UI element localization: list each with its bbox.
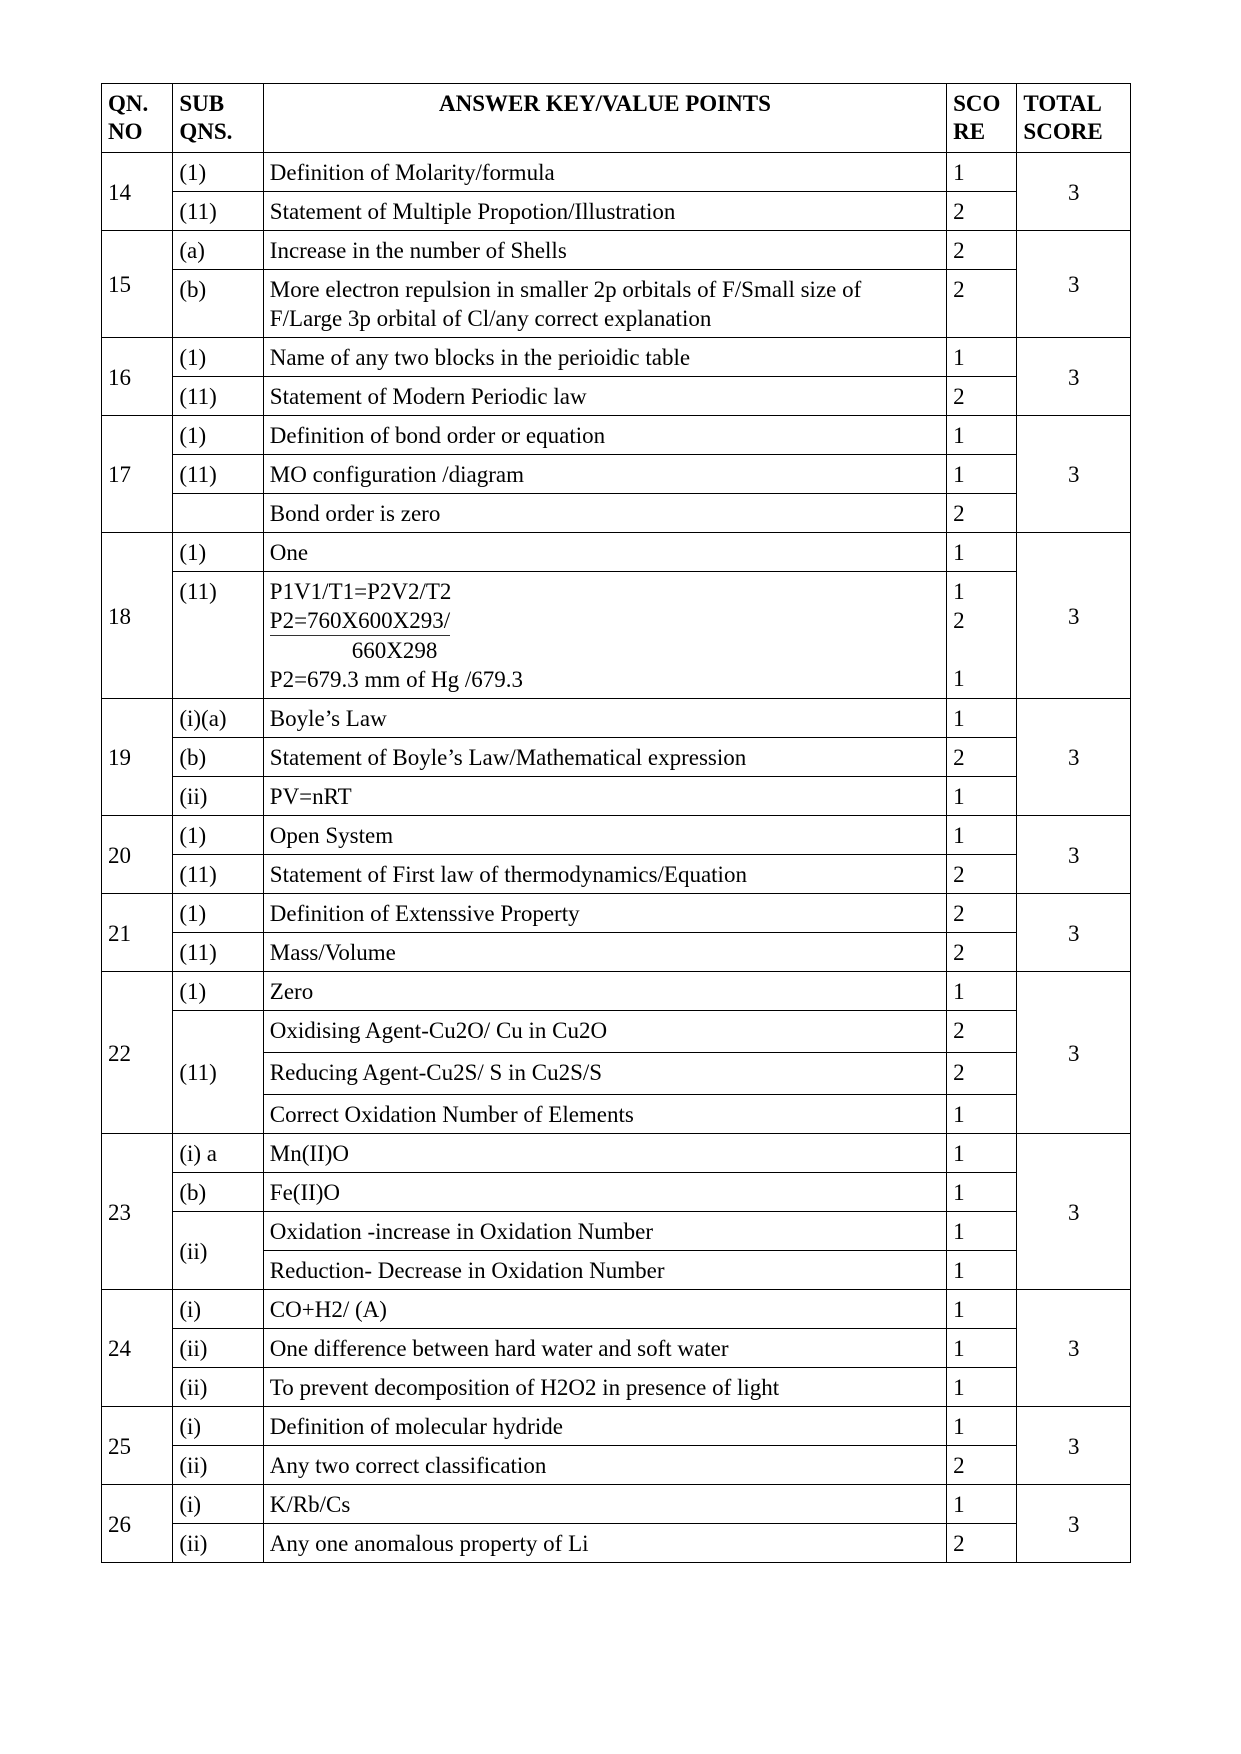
sub-question: (ii) — [173, 777, 263, 816]
sub-question: (ii) — [173, 1329, 263, 1368]
total-score: 3 — [1017, 338, 1131, 416]
header-answer-key: ANSWER KEY/VALUE POINTS — [263, 84, 946, 153]
answer-point: To prevent decomposition of H2O2 in presence of light — [263, 1368, 946, 1407]
question-number: 22 — [102, 972, 173, 1134]
table-row — [102, 1368, 1131, 1407]
answer-point: Mn(II)O — [263, 1134, 946, 1173]
answer-point: PV=nRT — [263, 777, 946, 816]
total-score: 3 — [1017, 894, 1131, 972]
score: 1 — [947, 1485, 1017, 1524]
score: 2 — [947, 855, 1017, 894]
sub-question: (1) — [173, 894, 263, 933]
sub-question: (b) — [173, 1173, 263, 1212]
total-score: 3 — [1017, 1407, 1131, 1485]
score: 1 — [947, 699, 1017, 738]
score: 2 — [947, 231, 1017, 270]
total-score: 3 — [1017, 1134, 1131, 1290]
table-row — [102, 494, 1131, 533]
score-line-blank — [953, 635, 1010, 664]
answer-point: Correct Oxidation Number of Elements — [263, 1095, 946, 1134]
answer-point — [263, 572, 946, 699]
table-row — [102, 1329, 1131, 1368]
table-row — [102, 377, 1131, 416]
table-row — [102, 1290, 1131, 1329]
score: 1 — [947, 1329, 1017, 1368]
numerator-text: P2=760X600X293/ — [270, 606, 450, 636]
score: 1 — [947, 1212, 1017, 1251]
score: 1 — [947, 153, 1017, 192]
score-line: 2 — [953, 608, 965, 633]
answer-point: Name of any two blocks in the perioidic table — [263, 338, 946, 377]
table-row — [102, 270, 1131, 338]
question-number: 24 — [102, 1290, 173, 1407]
table-row — [102, 455, 1131, 494]
sub-question: (i) a — [173, 1134, 263, 1173]
table-row — [102, 416, 1131, 455]
table-row — [102, 1407, 1131, 1446]
header-qn-no: QN. NO — [102, 84, 173, 153]
answer-point: Oxidising Agent-Cu2O/ Cu in Cu2O — [263, 1011, 946, 1053]
sub-question: (ii) — [173, 1368, 263, 1407]
score: 1 — [947, 816, 1017, 855]
score: 1 — [947, 1368, 1017, 1407]
answer-point: Increase in the number of Shells — [263, 231, 946, 270]
answer-point: Statement of Boyle’s Law/Mathematical expression — [263, 738, 946, 777]
sub-question: (i)(a) — [173, 699, 263, 738]
table-row — [102, 738, 1131, 777]
answer-point: MO configuration /diagram — [263, 455, 946, 494]
table-row — [102, 192, 1131, 231]
table-row — [102, 933, 1131, 972]
table-row — [102, 572, 1131, 699]
score: 1 — [947, 455, 1017, 494]
sub-question: (1) — [173, 416, 263, 455]
table-row — [102, 972, 1131, 1011]
answer-line: F/Large 3p orbital of Cl/any correct explanation — [269, 306, 712, 331]
score: 2 — [947, 1524, 1017, 1563]
score: 2 — [947, 933, 1017, 972]
total-score: 3 — [1017, 816, 1131, 894]
score: 1 — [947, 338, 1017, 377]
total-score: 3 — [1017, 533, 1131, 699]
question-number: 26 — [102, 1485, 173, 1563]
table-row — [102, 777, 1131, 816]
score: 1 — [947, 1290, 1017, 1329]
answer-point: Definition of Molarity/formula — [263, 153, 946, 192]
answer-point: Statement of Multiple Propotion/Illustration — [263, 192, 946, 231]
sub-question: (1) — [173, 153, 263, 192]
answer-point: K/Rb/Cs — [263, 1485, 946, 1524]
question-number: 25 — [102, 1407, 173, 1485]
sub-question: (11) — [173, 933, 263, 972]
score — [947, 572, 1017, 699]
answer-point: One difference between hard water and soft water — [263, 1329, 946, 1368]
sub-question: (ii) — [173, 1524, 263, 1563]
score: 2 — [947, 1446, 1017, 1485]
sub-question: (11) — [173, 377, 263, 416]
table-row — [102, 855, 1131, 894]
score: 2 — [947, 192, 1017, 231]
sub-question — [173, 494, 263, 533]
question-number: 15 — [102, 231, 173, 338]
answer-point: Any two correct classification — [263, 1446, 946, 1485]
equation-line: P1V1/T1=P2V2/T2 — [269, 579, 452, 604]
answer-key-table — [101, 83, 1131, 1563]
table-row — [102, 533, 1131, 572]
answer-point: Definition of Extenssive Property — [263, 894, 946, 933]
answer-point: Any one anomalous property of Li — [263, 1524, 946, 1563]
header-total-score: TOTAL SCORE — [1017, 84, 1131, 153]
total-score: 3 — [1017, 231, 1131, 338]
table-row — [102, 1524, 1131, 1563]
total-score: 3 — [1017, 153, 1131, 231]
equation-numerator — [270, 606, 940, 636]
question-number: 23 — [102, 1134, 173, 1290]
question-number: 18 — [102, 533, 173, 699]
score: 1 — [947, 1134, 1017, 1173]
answer-point: Boyle’s Law — [263, 699, 946, 738]
score: 1 — [947, 1251, 1017, 1290]
answer-point: Reduction- Decrease in Oxidation Number — [263, 1251, 946, 1290]
table-row — [102, 816, 1131, 855]
total-score: 3 — [1017, 1290, 1131, 1407]
table-row — [102, 1212, 1131, 1251]
sub-question: (1) — [173, 533, 263, 572]
score: 2 — [947, 894, 1017, 933]
sub-question: (11) — [173, 192, 263, 231]
table-row — [102, 153, 1131, 192]
total-score: 3 — [1017, 699, 1131, 816]
sub-question: (i) — [173, 1290, 263, 1329]
table-row — [102, 1173, 1131, 1212]
table-row — [102, 338, 1131, 377]
total-score: 3 — [1017, 1485, 1131, 1563]
table-row — [102, 1485, 1131, 1524]
answer-point: Statement of First law of thermodynamics/Equation — [263, 855, 946, 894]
answer-point: Definition of bond order or equation — [263, 416, 946, 455]
score: 2 — [947, 1011, 1017, 1053]
table-row — [102, 231, 1131, 270]
answer-point: One — [263, 533, 946, 572]
score: 1 — [947, 777, 1017, 816]
score: 2 — [947, 494, 1017, 533]
sub-question: (11) — [173, 855, 263, 894]
score: 1 — [947, 1407, 1017, 1446]
sub-question: (i) — [173, 1407, 263, 1446]
sub-question: (b) — [173, 270, 263, 338]
sub-question: (a) — [173, 231, 263, 270]
sub-question: (b) — [173, 738, 263, 777]
answer-point: Statement of Modern Periodic law — [263, 377, 946, 416]
answer-point: CO+H2/ (A) — [263, 1290, 946, 1329]
table-row — [102, 1011, 1131, 1053]
answer-point: Definition of molecular hydride — [263, 1407, 946, 1446]
question-number: 20 — [102, 816, 173, 894]
answer-point: Mass/Volume — [263, 933, 946, 972]
table-row — [102, 1134, 1131, 1173]
score: 2 — [947, 1053, 1017, 1095]
header-score: SCO RE — [947, 84, 1017, 153]
total-score: 3 — [1017, 972, 1131, 1134]
table-row — [102, 1446, 1131, 1485]
sub-question: (1) — [173, 338, 263, 377]
answer-point: Bond order is zero — [263, 494, 946, 533]
question-number: 19 — [102, 699, 173, 816]
score: 2 — [947, 377, 1017, 416]
score: 1 — [947, 1095, 1017, 1134]
equation-denominator: 660X298 — [351, 638, 438, 663]
sub-question: (1) — [173, 972, 263, 1011]
score: 1 — [947, 972, 1017, 1011]
score: 2 — [947, 738, 1017, 777]
answer-point — [263, 270, 946, 338]
sub-question: (i) — [173, 1485, 263, 1524]
sub-question: (11) — [173, 1011, 263, 1134]
score: 1 — [947, 416, 1017, 455]
equation-result: P2=679.3 mm of Hg /679.3 — [269, 667, 523, 692]
score: 2 — [947, 270, 1017, 338]
total-score: 3 — [1017, 416, 1131, 533]
question-number: 16 — [102, 338, 173, 416]
question-number: 21 — [102, 894, 173, 972]
sub-question: (1) — [173, 816, 263, 855]
answer-point: Open System — [263, 816, 946, 855]
header-sub-qns: SUB QNS. — [173, 84, 263, 153]
header-row — [102, 84, 1131, 153]
answer-point: Fe(II)O — [263, 1173, 946, 1212]
sub-question: (ii) — [173, 1212, 263, 1290]
answer-point: Oxidation -increase in Oxidation Number — [263, 1212, 946, 1251]
sub-question: (ii) — [173, 1446, 263, 1485]
answer-point: Reducing Agent-Cu2S/ S in Cu2S/S — [263, 1053, 946, 1095]
question-number: 14 — [102, 153, 173, 231]
score-line: 1 — [953, 579, 965, 604]
answer-line: More electron repulsion in smaller 2p orbitals of F/Small size of — [269, 277, 862, 302]
question-number: 17 — [102, 416, 173, 533]
score: 1 — [947, 1173, 1017, 1212]
table-row — [102, 894, 1131, 933]
score-line: 1 — [953, 666, 965, 691]
answer-point: Zero — [263, 972, 946, 1011]
sub-question: (11) — [173, 455, 263, 494]
score: 1 — [947, 533, 1017, 572]
table-row — [102, 699, 1131, 738]
sub-question: (11) — [173, 572, 263, 699]
